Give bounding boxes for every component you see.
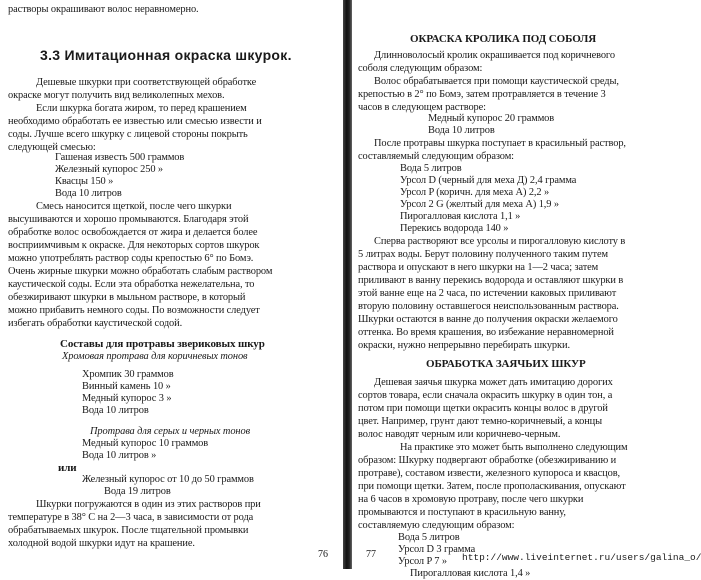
right-page-line: Шкурки остаются в ванне до получения окраски желаемого bbox=[358, 314, 618, 325]
right-page-line: окраски, нужно непрерывно перебирать шкурки. bbox=[358, 340, 570, 351]
left-page-line: Квасцы 150 » bbox=[55, 176, 114, 187]
right-page-line: Дешевая заячья шкурка может дать имитацию дорогих bbox=[374, 377, 613, 388]
right-page-line: этой ванне еще на 2 часа, по истечении каковых приливают bbox=[358, 288, 617, 299]
right-page-line: вторую половину оставшегося неиспользованным раствора. bbox=[358, 301, 619, 312]
right-page-line: цвет. Например, грунт дают темно-коричневый, а концы bbox=[358, 416, 603, 427]
book-spine bbox=[343, 0, 352, 569]
left-page-line: Медный купорос 10 граммов bbox=[82, 438, 209, 449]
left-page-line: Если шкурка богата жиром, то перед крашением bbox=[36, 103, 247, 114]
left-page-line: растворы окрашивают волос неравномерно. bbox=[8, 4, 199, 15]
left-page-line: обезжиривают шкурки в мыльном растворе, в который bbox=[8, 292, 246, 303]
left-page-line: необходимо обработать ее известью или смесью извести и bbox=[8, 116, 262, 127]
left-page-line: каустической соды. Если эта обработка нежелательна, то bbox=[8, 279, 255, 290]
left-page-line: Составы для протравы звериковых шкур bbox=[60, 338, 265, 350]
left-page bbox=[0, 0, 343, 569]
right-page-line: часов в следующем растворе: bbox=[358, 102, 486, 113]
left-page-line: окраске могут получить вид великолепных мехов. bbox=[8, 90, 225, 101]
left-page-line: можно прибавить немного соды. По возможности следует bbox=[8, 305, 260, 316]
right-page-line: 5 литрах воды. Берут половину полученного таким путем bbox=[358, 249, 608, 260]
left-page-line: избегать обработки каустической содой. bbox=[8, 318, 183, 329]
right-page-line: крепостью в 2° по Бомэ, затем протравляется в течение 3 bbox=[358, 89, 606, 100]
left-page-line: Винный камень 10 » bbox=[82, 381, 171, 392]
right-page-line: сортов товара, если сначала окрасить шкурку в один тон, а bbox=[358, 390, 613, 401]
right-page-line: составляемый следующим образом: bbox=[358, 151, 514, 162]
left-page-line: или bbox=[58, 462, 77, 474]
right-page-line: Волос обрабатывается при помощи каустической среды, bbox=[374, 76, 619, 87]
left-page-line: Железный купорос 250 » bbox=[55, 164, 164, 175]
left-page-line: можно употреблять раствор соды крепостью 6° по Бомэ. bbox=[8, 253, 254, 264]
right-page-line: Медный купорос 20 граммов bbox=[428, 113, 555, 124]
right-page-line: Урсол 2 G (желтый для меха А) 1,9 » bbox=[400, 199, 559, 210]
right-page-line: составляемую следующим образом: bbox=[358, 520, 515, 531]
left-page-line: Вода 10 литров » bbox=[82, 450, 157, 461]
left-page-line: Дешевые шкурки при соответствующей обработке bbox=[36, 77, 257, 88]
right-page-line: Урсол D 3 грамма bbox=[398, 544, 476, 555]
left-page-line: Хромовая протрава для коричневых тонов bbox=[62, 351, 248, 362]
right-page-line: промываются и поступают в красильную ванну, bbox=[358, 507, 566, 518]
left-page-line: Вода 19 литров bbox=[104, 486, 171, 497]
right-page-line: Вода 10 литров bbox=[428, 125, 495, 136]
right-page-line: раствора и опускают в него шкурки на 1—2 часа; затем bbox=[358, 262, 599, 273]
right-page-line: Сперва растворяют все урсолы и пирогалловую кислоту в bbox=[374, 236, 626, 247]
right-page-line: Урсол P 7 » bbox=[398, 556, 447, 567]
right-page-line: Вода 5 литров bbox=[400, 163, 462, 174]
right-page-line: оттенка. Во время крашения, во избежание неравномерной bbox=[358, 327, 614, 338]
left-page-line: обрабатываемых шкурок. После тщательной промывки bbox=[8, 525, 249, 536]
right-page-line: соболя следующим образом: bbox=[358, 63, 483, 74]
right-page-line: волос наводят черным или коричнево-черным. bbox=[358, 429, 561, 440]
left-page-line: 3.3 Имитационная окраска шкурок. bbox=[40, 47, 292, 63]
left-page-line: Железный купорос от 10 до 50 граммов bbox=[82, 474, 254, 485]
right-page-line: Урсол D (черный для меха Д) 2,4 грамма bbox=[400, 175, 577, 186]
right-page-number: 77 bbox=[366, 549, 376, 560]
right-page-line: протраве), составом извести, железного купороса и квасцов, bbox=[358, 468, 620, 479]
right-page-line: ОБРАБОТКА ЗАЯЧЬИХ ШКУР bbox=[426, 358, 586, 370]
left-page-line: Гашеная известь 500 граммов bbox=[55, 152, 185, 163]
left-page-line: Хромпик 30 граммов bbox=[82, 369, 174, 380]
left-page-line: Шкурки погружаются в один из этих растворов при bbox=[36, 499, 261, 510]
right-page-line: Пирогалловая кислота 1,4 » bbox=[410, 568, 531, 579]
left-page-line: холодной водой шкурки идут на крашение. bbox=[8, 538, 195, 549]
right-page-line: приливают в ванну перекись водорода и оставляют шкурки в bbox=[358, 275, 624, 286]
left-page-line: высушиваются и хорошо промываются. Благодаря этой bbox=[8, 214, 249, 225]
left-page-line: Вода 10 литров bbox=[55, 188, 122, 199]
right-page-line: Урсол P (коричн. для меха А) 2,2 » bbox=[400, 187, 550, 198]
watermark-url: http://www.liveinternet.ru/users/galina_o/ bbox=[462, 552, 701, 563]
left-page-line: Вода 10 литров bbox=[82, 405, 149, 416]
right-page bbox=[352, 0, 700, 579]
left-page-line: Медный купорос 3 » bbox=[82, 393, 172, 404]
left-page-line: Смесь наносится щеткой, после чего шкурки bbox=[36, 201, 232, 212]
left-page-line: обработке волос освобождается от жира и делается более bbox=[8, 227, 258, 238]
left-page-number: 76 bbox=[318, 549, 328, 560]
right-page-line: ОКРАСКА КРОЛИКА ПОД СОБОЛЯ bbox=[410, 33, 597, 45]
left-page-line: температуре в 38° С на 2—3 часа, в зависимости от рода bbox=[8, 512, 254, 523]
right-page-line: На практике это может быть выполнено следующим bbox=[400, 442, 628, 453]
right-page-line: потом при помощи щетки окрасить концы волос в другой bbox=[358, 403, 608, 414]
right-page-line: Вода 5 литров bbox=[398, 532, 460, 543]
left-page-line: Очень жирные шкурки можно обработать слабым раствором bbox=[8, 266, 273, 277]
right-page-line: Перекись водорода 140 » bbox=[400, 223, 509, 234]
right-page-line: Пирогалловая кислота 1,1 » bbox=[400, 211, 521, 222]
right-page-line: Длинноволосый кролик окрашивается под коричневого bbox=[374, 50, 615, 61]
right-page-line: при помощи щетки. Затем, после прополаскивания, опускают bbox=[358, 481, 626, 492]
right-page-line: на 6 часов в хромовую протраву, после чего шкурки bbox=[358, 494, 584, 505]
left-page-line: следующей смесью: bbox=[8, 142, 96, 153]
right-page-line: образом: Шкурку подвергают обработке (обезжириванию и bbox=[358, 455, 617, 466]
left-page-line: восприимчивым к окраске. Для некоторых сортов шкурок bbox=[8, 240, 260, 251]
left-page-line: Протрава для серых и черных тонов bbox=[90, 426, 250, 437]
left-page-line: соды. Лучше всего шкурку с лицевой стороны покрыть bbox=[8, 129, 248, 140]
right-page-line: После протравы шкурка поступает в красильный раствор, bbox=[374, 138, 626, 149]
